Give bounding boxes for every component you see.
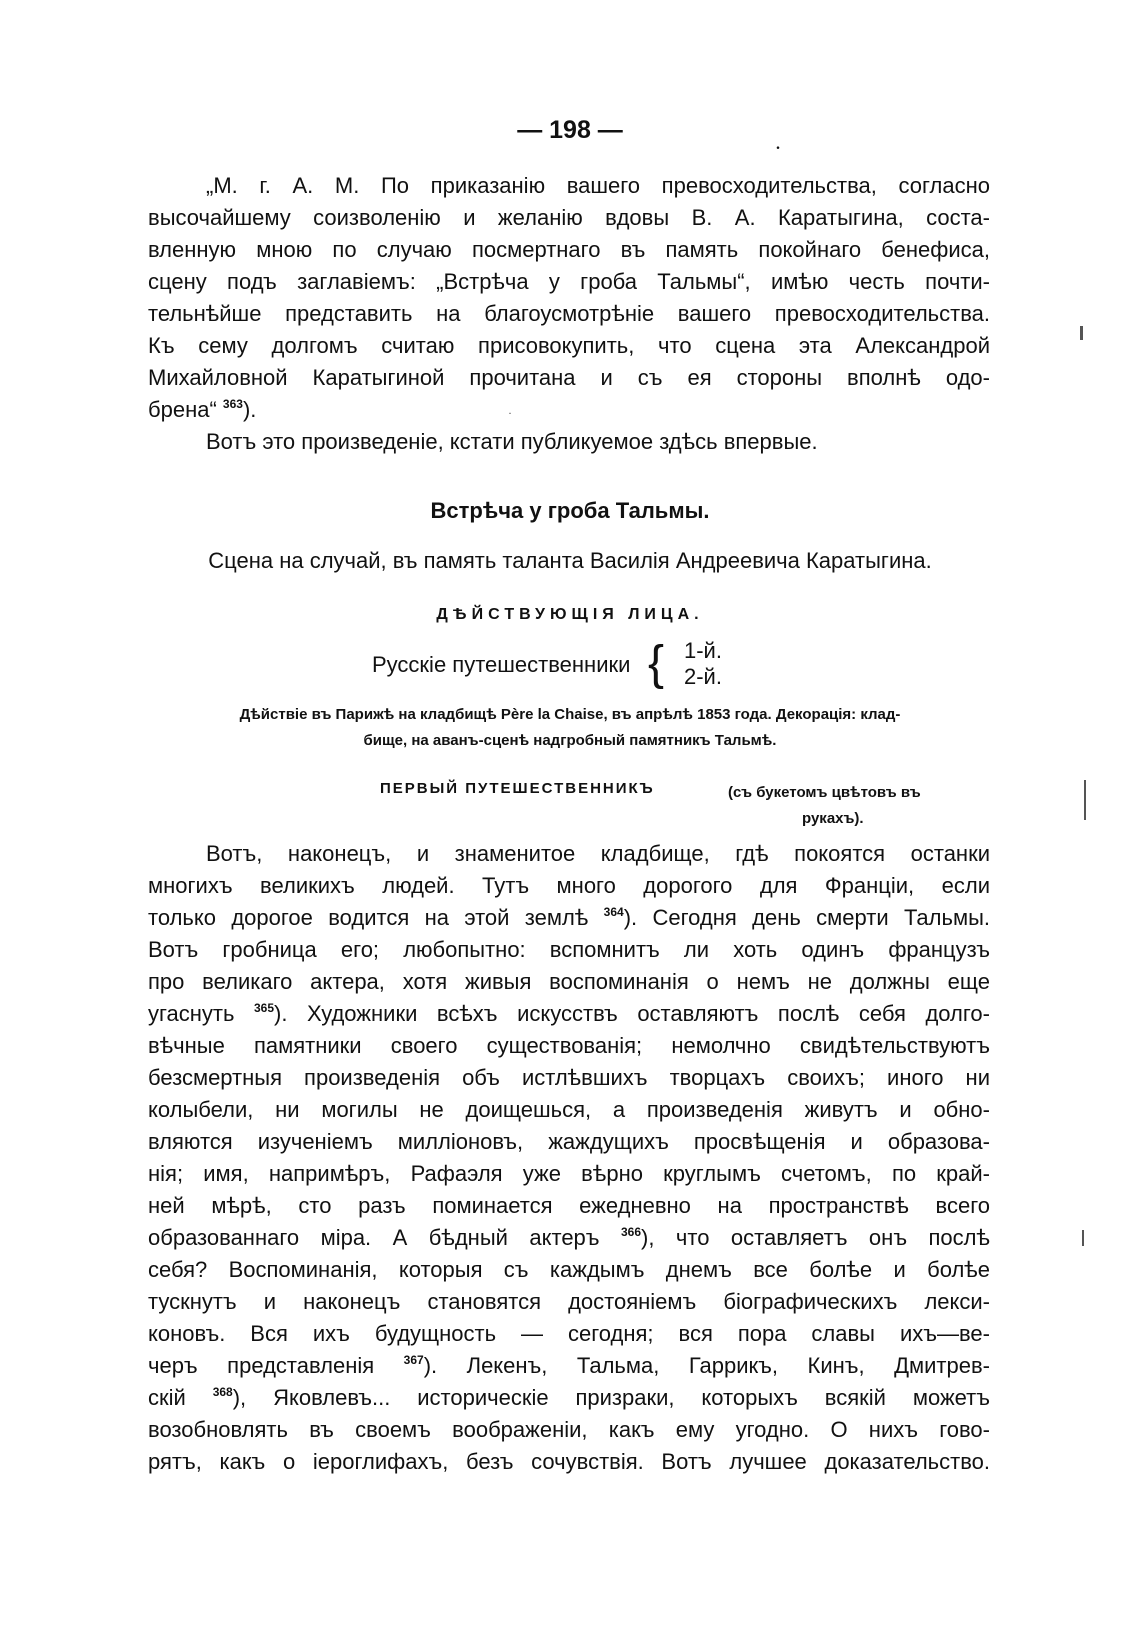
line-text: нія; имя, напримѣръ, Рафаэля уже вѣрно круглымъ счетомъ, по край-	[148, 1161, 990, 1186]
ink-fleck: ·	[508, 406, 512, 420]
text-line	[148, 202, 990, 234]
line-text: рятъ, какъ о іероглифахъ, безъ сочувствія. Вотъ лучшее доказательство.	[148, 1449, 990, 1474]
line-text: тускнутъ и наконецъ становятся достояніемъ біографическихъ лекси-	[148, 1289, 990, 1314]
line-text: высочайшему соизволенію и желанію вдовы В. А. Каратыгина, соста-	[148, 205, 990, 230]
scan-edge-mark	[1080, 326, 1083, 340]
text-line	[148, 1190, 990, 1222]
line-text: про великаго актера, хотя живыя воспоминанія о немъ не должны еще	[148, 969, 990, 994]
line-text: Къ сему долгомъ считаю присовокупить, что сцена эта Александрой	[148, 333, 990, 358]
line-text: „М. г. А. М. По приказанію вашего превосходительства, согласно	[206, 173, 990, 198]
line-text: ).	[242, 397, 257, 422]
line-text: брена“	[148, 397, 223, 422]
line-text: вѣчные памятники своего существованія; немолчно свидѣтельствуютъ	[148, 1033, 990, 1058]
dramatis-personae-heading: ДѢЙСТВУЮЩІЯ ЛИЦА.	[436, 606, 704, 623]
cast-roles	[684, 638, 722, 690]
text-line	[148, 1222, 990, 1254]
line-text: ней мѣрѣ, сто разъ поминается ежедневно на пространствѣ всего	[148, 1193, 990, 1218]
line-text: колыбели, ни могилы не доищешься, а произведенія живутъ и обно-	[148, 1097, 990, 1122]
line-text: Вотъ это произведеніе, кстати публикуемое здѣсь впервые.	[206, 429, 818, 454]
text-line	[148, 1094, 990, 1126]
stage-direction	[728, 780, 960, 832]
line-text: безсмертныя произведенія объ истлѣвшихъ творцахъ своихъ; иного ни	[148, 1065, 990, 1090]
text-line	[148, 1414, 990, 1446]
footnote-ref: 367	[403, 1353, 424, 1367]
scan-edge-mark	[1082, 1230, 1084, 1246]
setting-line: бище, на аванъ-сценѣ надгробный памятникъ Тальмѣ.	[363, 732, 777, 749]
text-line	[148, 1446, 990, 1478]
text-line	[148, 998, 990, 1030]
line-text: черъ представленія	[148, 1353, 404, 1378]
line-text: ). Сегодня день смерти Тальмы.	[623, 905, 990, 930]
text-line	[148, 170, 990, 202]
text-line	[148, 234, 990, 266]
line-text: угаснуть	[148, 1001, 254, 1026]
text-line	[148, 838, 990, 870]
footnote-ref: 364	[603, 905, 624, 919]
ink-fleck: .	[776, 136, 780, 153]
stage-direction-line: (съ букетомъ цвѣтовъ въ	[728, 784, 921, 801]
line-text: возобновлять въ своемъ воображеніи, какъ ему угодно. О нихъ гово-	[148, 1417, 990, 1442]
footnote-ref: 365	[254, 1001, 275, 1015]
line-text: ), что оставляетъ онъ послѣ	[641, 1225, 990, 1250]
line-text: Вотъ гробница его; любопытно: вспомнитъ ли хоть одинъ французъ	[148, 937, 990, 962]
stage-direction-line: рукахъ).	[802, 810, 864, 827]
line-text: коновъ. Вся ихъ будущность — сегодня; вся пора славы ихъ—ве-	[148, 1321, 990, 1346]
scene-setting	[140, 702, 1000, 754]
text-line	[148, 426, 990, 458]
text-line	[148, 266, 990, 298]
text-line	[148, 1030, 990, 1062]
text-line	[148, 394, 990, 426]
line-text: ). Лекенъ, Тальма, Гаррикъ, Кинъ, Дмитрев-	[423, 1353, 990, 1378]
footnote-ref: 366	[621, 1225, 642, 1239]
cast-role: 2-й.	[684, 664, 722, 689]
text-line	[148, 1350, 990, 1382]
setting-line: Дѣйствіе въ Парижѣ на кладбищѣ Père la Chaise, въ апрѣлѣ 1853 года. Декорація: клад-	[239, 706, 901, 723]
text-line	[148, 934, 990, 966]
cast-brace: {	[648, 637, 665, 690]
text-line	[148, 966, 990, 998]
footnote-ref: 363	[222, 397, 243, 411]
scan-edge-mark	[1084, 780, 1086, 820]
line-text: многихъ великихъ людей. Тутъ много дорогого для Франціи, если	[148, 873, 990, 898]
line-text: ), Яковлевъ... историческіе призраки, которыхъ всякій можетъ	[232, 1385, 990, 1410]
line-text: ). Художники всѣхъ искусствъ оставляютъ послѣ себя долго-	[274, 1001, 990, 1026]
text-line	[148, 362, 990, 394]
text-line	[148, 1062, 990, 1094]
speech-text	[148, 838, 990, 1478]
line-text: скій	[148, 1385, 213, 1410]
scene-subtitle: Сцена на случай, въ память таланта Василія Андреевича Каратыгина.	[208, 548, 932, 573]
line-text: только дорогое водится на этой землѣ	[148, 905, 604, 930]
text-line	[148, 1382, 990, 1414]
line-text: вляются изученіемъ милліоновъ, жаждущихъ просвѣщенія и образова-	[148, 1129, 990, 1154]
cast-role: 1-й.	[684, 638, 722, 663]
text-line	[148, 298, 990, 330]
speaker-name: ПЕРВЫЙ ПУТЕШЕСТВЕННИКЪ	[380, 780, 655, 797]
line-text: вленную мною по случаю посмертнаго въ память покойнаго бенефиса,	[148, 237, 990, 262]
line-text: Вотъ, наконецъ, и знаменитое кладбище, гдѣ покоятся останки	[206, 841, 990, 866]
text-line	[148, 330, 990, 362]
text-line	[148, 1286, 990, 1318]
footnote-ref: 368	[212, 1385, 233, 1399]
cast-name: Русскіе путешественники	[372, 652, 631, 677]
text-line	[148, 902, 990, 934]
scene-title: Встрѣча у гроба Тальмы.	[430, 498, 710, 523]
line-text: тельнѣйше представить на благоусмотрѣніе вашего превосходительства.	[148, 301, 990, 326]
line-text: сцену подъ заглавіемъ: „Встрѣча у гроба Тальмы“, имѣю честь почти-	[148, 269, 990, 294]
text-line	[148, 1158, 990, 1190]
letter-quote	[148, 170, 990, 458]
line-text: себя? Воспоминанія, которыя съ каждымъ днемъ все болѣе и болѣе	[148, 1257, 990, 1282]
text-line	[148, 1126, 990, 1158]
text-line	[148, 1318, 990, 1350]
page-number: — 198 —	[517, 116, 623, 144]
line-text: Михайловной Каратыгиной прочитана и съ ея стороны вполнѣ одо-	[148, 365, 990, 390]
line-text: образованнаго міра. А бѣдный актеръ	[148, 1225, 621, 1250]
text-line	[148, 1254, 990, 1286]
text-line	[148, 870, 990, 902]
